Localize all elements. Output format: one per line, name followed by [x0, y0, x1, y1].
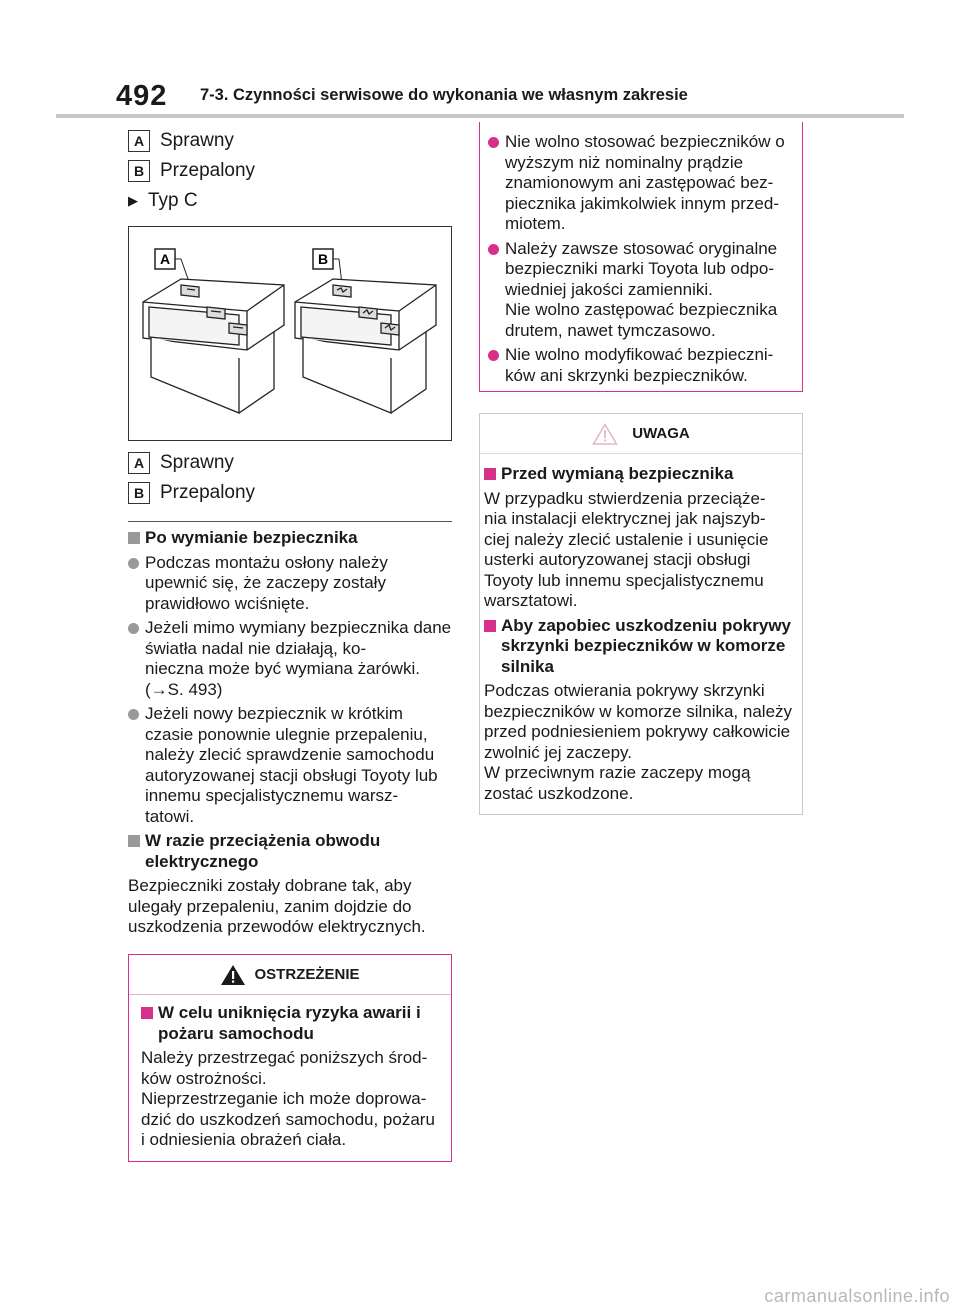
notice-header	[480, 414, 802, 454]
header-rule	[56, 114, 904, 118]
list-item-text: Jeżeli nowy bezpiecznik w krótkim czasie ponownie ulegnie przepaleniu, należy zlecić sprawdzenie samochodu autoryzowanej stacji obsługi Toyoty lub innemu specjalistycznemu warsz- tatowi.	[145, 704, 438, 826]
dot-bullet-icon	[128, 623, 139, 634]
dot-bullet-icon	[488, 350, 499, 361]
after-replace-heading-text: Po wymianie bezpiecznika	[145, 528, 358, 547]
square-bullet-icon	[484, 620, 496, 632]
warning-continuation-box	[479, 122, 803, 392]
fuse-b-shape	[295, 279, 436, 413]
notice-heading-text: Aby zapobiec uszkodzeniu pokrywy skrzynki bezpieczników w komorze silnika	[501, 615, 792, 676]
watermark: carmanualsonline.info	[764, 1286, 950, 1306]
label-b-text: Przepalony	[160, 482, 256, 503]
label-a-bottom	[128, 452, 234, 474]
type-c-heading	[128, 190, 198, 212]
warning-content	[141, 1003, 443, 1155]
section-title: 7-3. Czynności serwisowe do wykonania we własnym zakresie	[200, 86, 688, 104]
list-item	[128, 618, 452, 700]
warning-continuation-content	[488, 132, 798, 390]
list-item-text: Należy zawsze stosować oryginalne bezpieczniki marki Toyota lub odpo- wiedniej jakości zamienniki. Nie wolno zastępować bezpiecznika drutem, nawet tymczasowo.	[505, 238, 778, 340]
dot-bullet-icon	[128, 558, 139, 569]
list-item-text: Nie wolno stosować bezpieczników o wyższym niż nominalny prądzie znamionowym ani zastępować bez- piecznika jakimkolwiek innym przed- miotem.	[505, 132, 785, 233]
label-a-text: Sprawny	[160, 452, 234, 473]
figure-label-b: B	[317, 251, 329, 267]
list-item-text: Jeżeli mimo wymiany bezpiecznika dane światła nadal nie działają, ko- nieczna może być wymiana żarówki. (→S. 493)	[145, 618, 452, 699]
notice-title: UWAGA	[632, 425, 690, 442]
warning-box	[128, 954, 452, 1162]
dot-bullet-icon	[128, 709, 139, 720]
after-replace-section	[128, 528, 452, 942]
triangle-right-icon: ▶	[128, 193, 138, 208]
label-b-box: B	[128, 482, 150, 504]
dot-bullet-icon	[488, 244, 499, 255]
label-a-box: A	[128, 452, 150, 474]
overload-text: Bezpieczniki zostały dobrane tak, aby ulegały przepaleniu, zanim dojdzie do uszkodzenia przewodów elektrycznych.	[128, 876, 426, 936]
notice-content	[484, 464, 796, 808]
type-c-label: Typ C	[148, 190, 198, 211]
page-number: 492	[116, 80, 168, 112]
label-b-top	[128, 160, 255, 182]
square-bullet-icon	[128, 532, 140, 544]
warning-text: Należy przestrzegać poniższych środ- ków ostrożności. Nieprzestrzeganie ich może doprowa- dzić do uszkodzeń samochodu, pożaru i odniesienia obrażeń ciała.	[141, 1048, 435, 1149]
label-a-text: Sprawny	[160, 130, 234, 151]
notice-heading-text: Przed wymianą bezpiecznika	[501, 464, 734, 483]
list-item	[128, 553, 452, 615]
fuse-illustration	[128, 226, 452, 441]
figure-label-a: A	[159, 251, 171, 267]
list-item	[128, 704, 452, 827]
notice-text: W przypadku stwierdzenia przeciąże- nia instalacji elektrycznej jak najszyb- ciej należy zlecić ustalenie i usunięcie usterki autoryzowanej stacji obsługi Toyoty lub innemu specjalistycznemu warsztatowi.	[484, 488, 769, 610]
notice-box	[479, 413, 803, 815]
notice-heading	[484, 464, 796, 485]
caution-triangle-icon	[592, 423, 618, 445]
label-a-top	[128, 130, 234, 152]
overload-heading	[128, 831, 452, 872]
overload-heading-text: W razie przeciążenia obwodu elektrycznego	[145, 831, 381, 871]
fuse-a-shape	[143, 279, 284, 413]
label-b-text: Przepalony	[160, 160, 256, 181]
warning-heading	[141, 1003, 443, 1044]
warning-heading-text: W celu uniknięcia ryzyka awarii i pożaru samochodu	[158, 1003, 421, 1043]
list-item	[488, 132, 798, 235]
list-item-text: Podczas montażu osłony należy upewnić się, że zaczepy zostały prawidłowo wciśnięte.	[145, 552, 388, 613]
warning-triangle-icon	[220, 964, 246, 986]
list-item	[488, 239, 798, 342]
notice-heading	[484, 616, 796, 678]
list-item-text: Nie wolno modyfikować bezpieczni- ków ani skrzynki bezpieczników.	[505, 345, 774, 385]
warning-header	[129, 955, 451, 995]
section-divider	[128, 521, 452, 522]
square-bullet-icon	[128, 835, 140, 847]
label-b-bottom	[128, 482, 255, 504]
label-b-box: B	[128, 160, 150, 182]
list-item	[488, 345, 798, 386]
square-bullet-icon	[484, 468, 496, 480]
warning-title: OSTRZEŻENIE	[254, 966, 360, 983]
label-a-box: A	[128, 130, 150, 152]
notice-text: Podczas otwierania pokrywy skrzynki bezpieczników w komorze silnika, należy przed podniesieniem pokrywy całkowicie zwolnić jej zaczepy. W przeciwnym razie zaczepy mogą zostać uszkodzone.	[484, 681, 793, 803]
after-replace-heading	[128, 528, 452, 549]
square-bullet-icon	[141, 1007, 153, 1019]
dot-bullet-icon	[488, 137, 499, 148]
fuse-drawing	[129, 227, 451, 440]
